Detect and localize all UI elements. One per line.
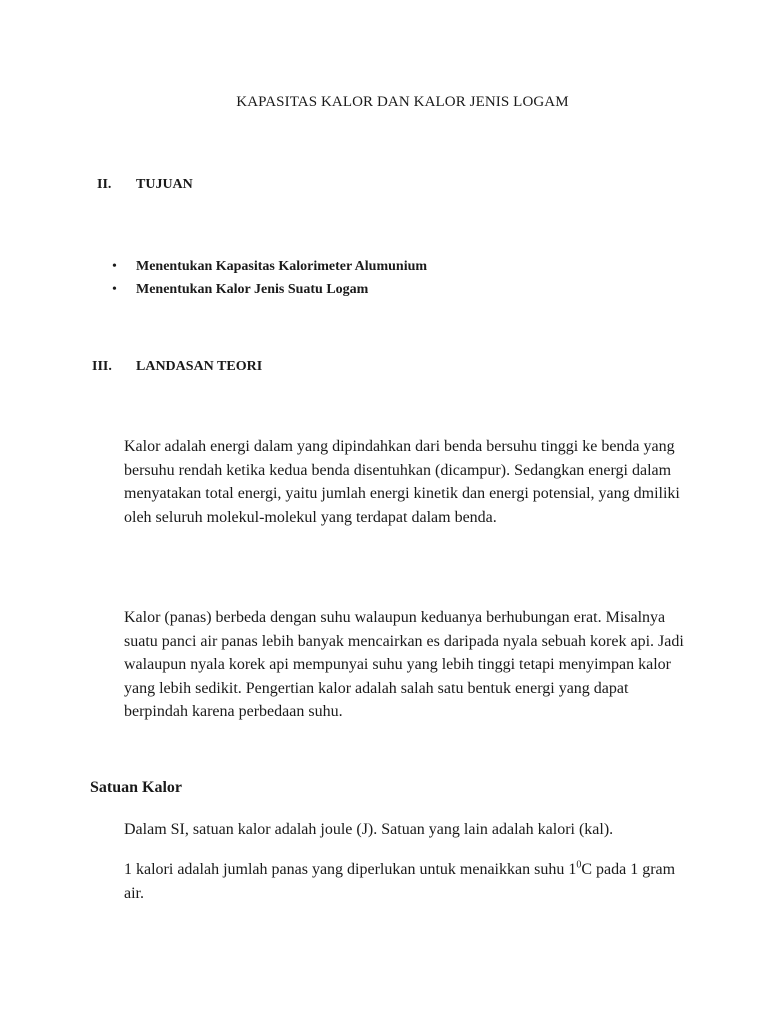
satuan-paragraph-1: Dalam SI, satuan kalor adalah joule (J). Satuan yang lain adalah kalori (kal). [124, 821, 614, 838]
list-item [112, 255, 427, 278]
satuan-text-before: 1 kalori adalah jumlah panas yang diperlukan untuk menaikkan suhu 1 [124, 861, 577, 878]
document-title: KAPASITAS KALOR DAN KALOR JENIS LOGAM [236, 94, 569, 110]
theory-paragraph-1: Kalor adalah energi dalam yang dipindahkan dari benda bersuhu tinggi ke benda yang bersuhu rendah ketika kedua benda disentuhkan (dicampur). Sedangkan energi dalam menyatakan total energi, yaitu jumlah energi kinetik dan energi potensial, yang dmiliki oleh seluruh molekul-molekul yang terdapat dalam benda. [124, 438, 680, 526]
section-2-number: II. [97, 177, 112, 192]
bullet-icon: • [112, 259, 117, 274]
satuan-paragraph-2 [124, 858, 684, 905]
list-item [112, 278, 427, 301]
objectives-list [112, 255, 427, 301]
section-2-title: TUJUAN [136, 177, 193, 192]
bullet-icon: • [112, 282, 117, 297]
objective-text: Menentukan Kalor Jenis Suatu Logam [136, 282, 369, 297]
section-3-number: III. [92, 359, 112, 374]
satuan-text-after: C pada 1 gram air. [124, 861, 676, 902]
degree-superscript: 0 [576, 859, 582, 871]
satuan-kalor-heading: Satuan Kalor [90, 779, 183, 796]
objective-text: Menentukan Kapasitas Kalorimeter Alumunium [136, 259, 428, 274]
section-3-title: LANDASAN TEORI [136, 359, 263, 374]
theory-paragraph-2: Kalor (panas) berbeda dengan suhu walaupun keduanya berhubungan erat. Misalnya suatu panci air panas lebih banyak mencairkan es daripada nyala sebuah korek api. Jadi walaupun nyala korek api mempunyai suhu yang lebih tinggi tetapi menyimpan kalor yang lebih sedikit. Pengertian kalor adalah salah satu bentuk energi yang dapat berpindah karena perbedaan suhu. [124, 609, 684, 720]
